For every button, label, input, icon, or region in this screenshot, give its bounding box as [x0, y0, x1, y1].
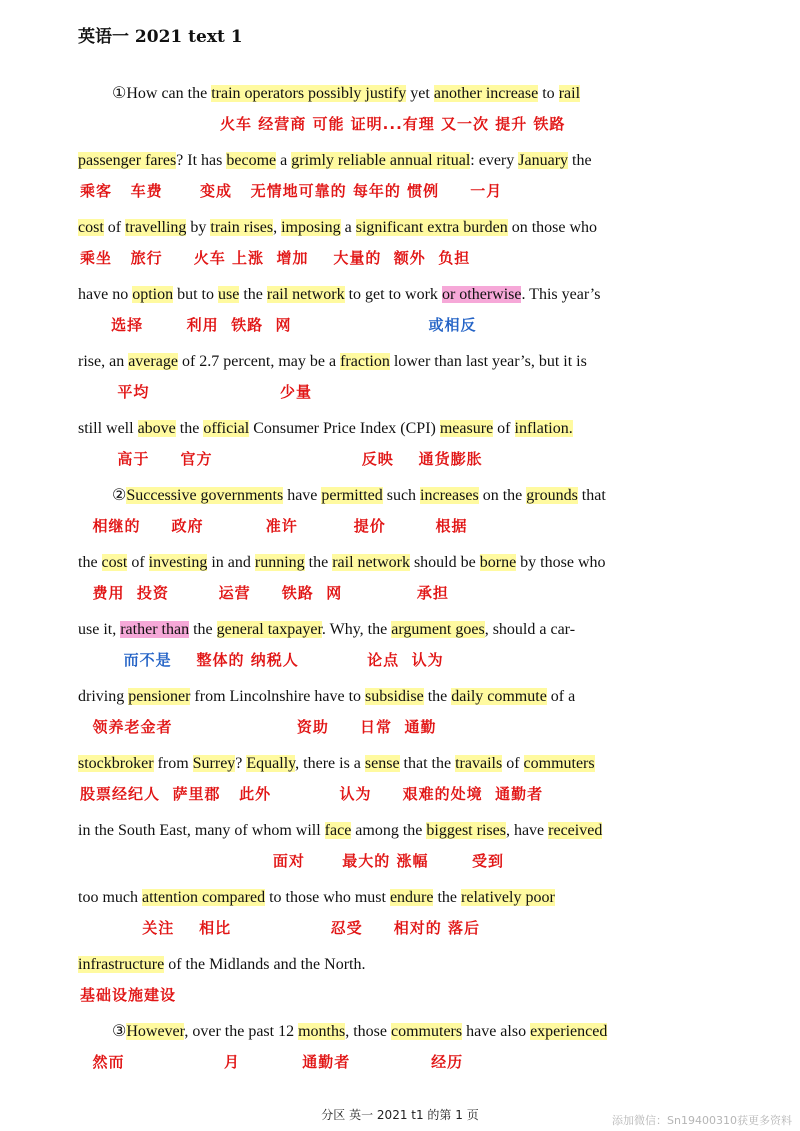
text-segment: driving [78, 688, 129, 705]
english-line [78, 951, 365, 979]
highlighted-phrase: rail network [332, 554, 410, 571]
text-segment: the [175, 420, 204, 437]
red-annotation: 高于 官方 反映 通货膨胀 [80, 450, 483, 468]
highlighted-phrase: Surrey [192, 755, 236, 772]
highlighted-phrase: official [203, 420, 250, 437]
highlighted-phrase: running [254, 554, 305, 571]
blue-annotation: 或相反 [428, 316, 477, 334]
text-segment: , should a car- [484, 621, 576, 638]
highlighted-phrase: relatively poor [461, 889, 555, 906]
highlighted-phrase: daily commute [451, 688, 547, 705]
highlighted-phrase: stockbroker [78, 755, 154, 772]
chinese-annotation-line [80, 917, 480, 938]
text-segment: the [304, 554, 333, 571]
highlighted-phrase: pensioner [128, 688, 191, 705]
text-segment: a [340, 219, 356, 236]
text-segment: from [153, 755, 193, 772]
english-line [78, 147, 592, 175]
chinese-annotation-line [80, 180, 502, 201]
highlighted-phrase: average [128, 353, 178, 370]
text-segment: still well [78, 420, 138, 437]
pink-highlighted-phrase: rather than [120, 621, 190, 638]
highlighted-phrase: attention compared [142, 889, 266, 906]
english-line [78, 817, 602, 845]
chinese-annotation-line [80, 1051, 463, 1072]
red-annotation [80, 651, 124, 669]
highlighted-phrase: measure [439, 420, 494, 437]
text-segment: ③ [112, 1023, 127, 1040]
red-annotation: 领养老金者 资助 日常 通勤 [80, 718, 437, 736]
chinese-annotation-line [80, 649, 444, 670]
english-line [78, 884, 555, 912]
english-line [112, 80, 580, 108]
text-segment: ? [235, 755, 247, 772]
text-segment: the [568, 152, 592, 169]
highlighted-phrase: passenger fares [78, 152, 177, 169]
text-segment: among the [351, 822, 427, 839]
red-annotation: 基础设施建设 [80, 986, 177, 1004]
highlighted-phrase: travails [455, 755, 503, 772]
highlighted-phrase: commuters [391, 1023, 463, 1040]
text-segment: a [276, 152, 292, 169]
highlighted-phrase: infrastructure [78, 956, 165, 973]
text-segment: , those [345, 1023, 391, 1040]
highlighted-phrase: travelling [125, 219, 187, 236]
english-line [78, 683, 575, 711]
english-line [112, 482, 606, 510]
text-segment: from Lincolnshire have to [190, 688, 366, 705]
text-segment: Consumer Price Index (CPI) [249, 420, 440, 437]
highlighted-phrase: rail [558, 85, 581, 102]
text-segment: . Why, the [321, 621, 392, 638]
chinese-annotation-line [80, 448, 483, 469]
text-segment: of [502, 755, 524, 772]
highlighted-phrase: months [298, 1023, 346, 1040]
text-segment: the [423, 688, 452, 705]
highlighted-phrase: Successive governments [126, 487, 284, 504]
text-segment: lower than last year’s, but it is [389, 353, 587, 370]
text-segment: in the South East, many of whom will [78, 822, 325, 839]
text-segment: the [433, 889, 462, 906]
text-segment: on those who [507, 219, 598, 236]
text-segment: of [127, 554, 149, 571]
pink-highlighted-phrase: or otherwise [441, 286, 522, 303]
text-segment: of the Midlands and the North. [164, 956, 366, 973]
highlighted-phrase: use [217, 286, 240, 303]
highlighted-phrase: become [226, 152, 277, 169]
text-segment: , there is a [295, 755, 365, 772]
red-annotation: 关注 相比 忍受 相对的 落后 [80, 919, 480, 937]
text-segment: of [493, 420, 515, 437]
text-segment: have [283, 487, 322, 504]
text-segment: , [273, 219, 282, 236]
chinese-annotation-line [80, 314, 476, 335]
highlighted-phrase: commuters [523, 755, 595, 772]
text-segment: by [186, 219, 211, 236]
text-segment: ①How can the [112, 85, 212, 102]
english-line [112, 1018, 607, 1046]
highlighted-phrase: train rises [210, 219, 274, 236]
highlighted-phrase: January [518, 152, 569, 169]
text-segment: of 2.7 percent, may be a [177, 353, 341, 370]
text-segment: should be [409, 554, 480, 571]
english-line [78, 616, 575, 644]
highlighted-phrase: grimly reliable annual ritual [291, 152, 471, 169]
text-segment: , have [505, 822, 549, 839]
red-annotation: 整体的 纳税人 论点 认为 [171, 651, 444, 669]
highlighted-phrase: experienced [530, 1023, 608, 1040]
text-segment: too much [78, 889, 142, 906]
text-segment: in and [207, 554, 255, 571]
highlighted-phrase: option [132, 286, 174, 303]
watermark: 添加微信：Sn19400310获更多资料 [612, 1114, 792, 1127]
highlighted-phrase: argument goes [391, 621, 485, 638]
text-segment: rise, an [78, 353, 129, 370]
text-segment: have also [462, 1023, 531, 1040]
chinese-annotation-line [80, 783, 543, 804]
chinese-annotation-line [80, 850, 504, 871]
text-segment: , over the past 12 [184, 1023, 299, 1040]
text-segment: but to [173, 286, 218, 303]
highlighted-phrase: significant extra burden [355, 219, 508, 236]
highlighted-phrase: cost [101, 554, 128, 571]
english-line [78, 415, 573, 443]
highlighted-phrase: received [548, 822, 603, 839]
text-segment: of a [546, 688, 576, 705]
red-annotation: 火车 经营商 可能 证明...有理 又一次 提升 铁路 [220, 115, 566, 133]
text-segment: that the [399, 755, 456, 772]
chinese-annotation-line [80, 582, 449, 603]
text-segment: : every [470, 152, 519, 169]
text-segment: that [577, 487, 606, 504]
text-segment: to [538, 85, 559, 102]
chinese-annotation-line [80, 381, 312, 402]
text-segment: the [78, 554, 102, 571]
english-line [78, 214, 597, 242]
text-segment: yet [406, 85, 434, 102]
text-segment: on the [478, 487, 527, 504]
text-segment: by those who [516, 554, 606, 571]
text-segment: the [189, 621, 217, 638]
highlighted-phrase: permitted [321, 487, 383, 504]
chinese-annotation-line [220, 113, 565, 134]
highlighted-phrase: rail network [266, 286, 345, 303]
red-annotation: 股票经纪人 萨里郡 此外 认为 艰难的处境 通勤者 [80, 785, 544, 803]
red-annotation: 乘坐 旅行 火车 上涨 增加 大量的 额外 负担 [80, 249, 471, 267]
red-annotation: 费用 投资 运营 铁路 网 承担 [80, 584, 449, 602]
chinese-annotation-line [80, 984, 176, 1005]
text-segment: to those who must [265, 889, 390, 906]
highlighted-phrase: fraction [340, 353, 390, 370]
english-line [78, 281, 600, 309]
text-segment: to get to work [344, 286, 442, 303]
text-segment: ? It has [176, 152, 227, 169]
english-line [78, 750, 595, 778]
text-segment: such [382, 487, 421, 504]
page-footer: 分区 英一 2021 t1 的第 1 页 [321, 1108, 479, 1122]
red-annotation: 相继的 政府 准许 提价 根据 [80, 517, 468, 535]
highlighted-phrase: another increase [433, 85, 539, 102]
text-segment: ② [112, 487, 127, 504]
highlighted-phrase: above [137, 420, 176, 437]
highlighted-phrase: subsidise [365, 688, 424, 705]
highlighted-phrase: biggest rises [426, 822, 506, 839]
highlighted-phrase: general taxpayer [216, 621, 322, 638]
highlighted-phrase: investing [148, 554, 208, 571]
text-segment: . This year’s [521, 286, 601, 303]
highlighted-phrase: However [126, 1023, 185, 1040]
chinese-annotation-line [80, 716, 436, 737]
chinese-annotation-line [80, 247, 470, 268]
english-line [78, 348, 587, 376]
chinese-annotation-line [80, 515, 468, 536]
text-segment: the [239, 286, 267, 303]
blue-annotation: 而不是 [123, 651, 172, 669]
red-annotation: 平均 少量 [80, 383, 312, 401]
highlighted-phrase: imposing [281, 219, 341, 236]
highlighted-phrase: endure [389, 889, 434, 906]
highlighted-phrase: borne [479, 554, 517, 571]
highlighted-phrase: grounds [526, 487, 578, 504]
english-line [78, 549, 606, 577]
highlighted-phrase: face [324, 822, 352, 839]
highlighted-phrase: increases [420, 487, 479, 504]
text-segment: have no [78, 286, 133, 303]
text-segment: of [103, 219, 126, 236]
highlighted-phrase: sense [364, 755, 400, 772]
highlighted-phrase: Equally [246, 755, 296, 772]
page-title: 英语一 2021 text 1 [78, 27, 243, 47]
highlighted-phrase: inflation. [514, 420, 573, 437]
highlighted-phrase: cost [78, 219, 104, 236]
red-annotation: 然而 月 通勤者 经历 [80, 1053, 464, 1071]
highlighted-phrase: train operators possibly justify [211, 85, 407, 102]
text-segment: use it, [78, 621, 121, 638]
red-annotation: 面对 最大的 涨幅 受到 [80, 852, 504, 870]
red-annotation: 选择 利用 铁路 网 [80, 316, 429, 334]
red-annotation: 乘客 车费 变成 无情地可靠的 每年的 惯例 一月 [80, 182, 503, 200]
